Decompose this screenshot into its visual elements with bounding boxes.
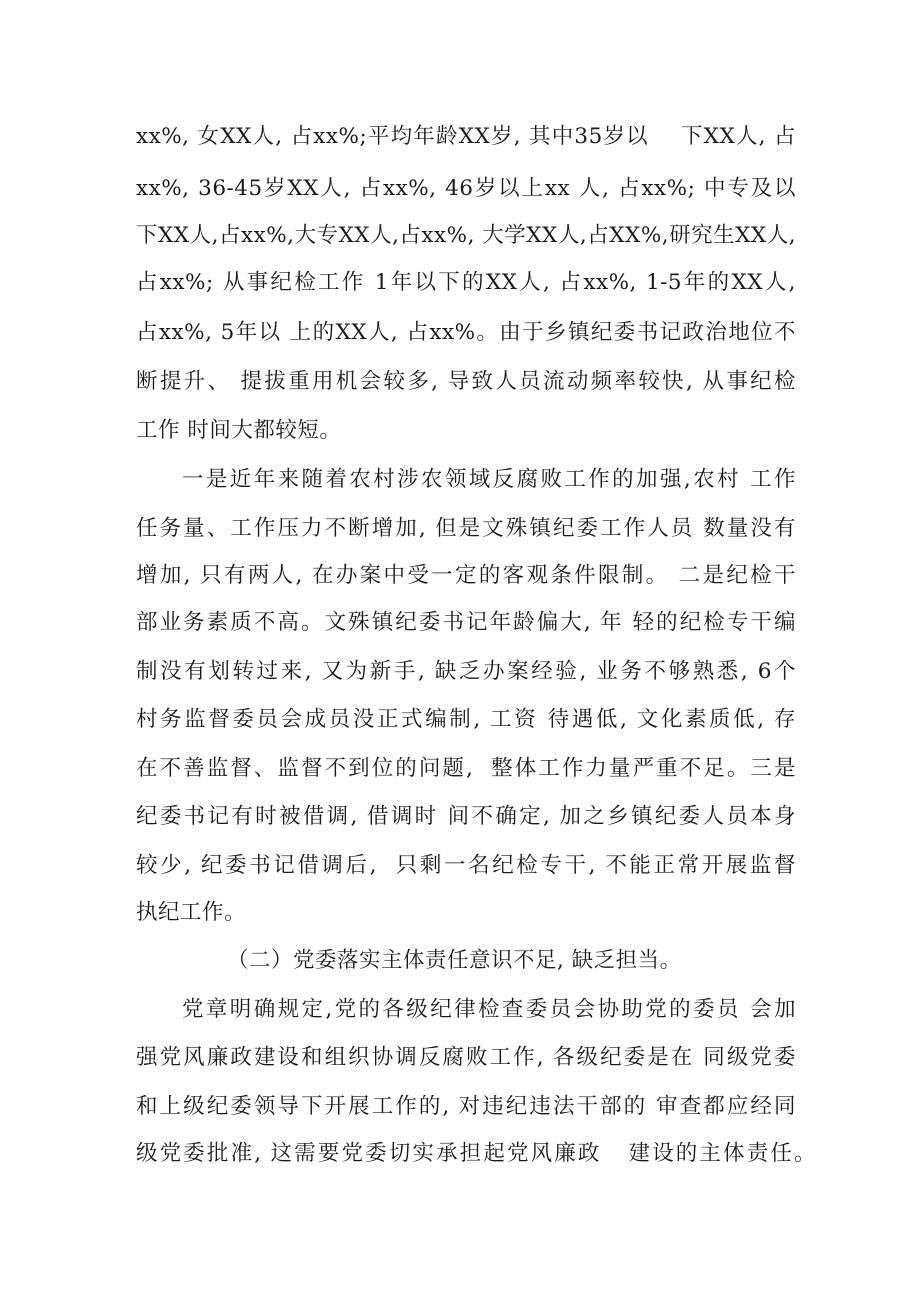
- paragraph-2-line-4: 部业务素质不高。文殊镇纪委书记年龄偏大, 年 轻的纪检专干编: [136, 610, 796, 635]
- paragraph-2-line-9: 较少, 纪委书记借调后, 只剩一名纪检专干, 不能正常开展监督: [136, 853, 796, 878]
- paragraph-1-line-4: 占xx%; 从事纪检工作 1年以下的XX人, 占xx%, 1-5年的XX人,: [136, 270, 796, 295]
- paragraph-3-line-4: 级党委批准, 这需要党委切实承担起党风廉政 建设的主体责任。: [136, 1141, 816, 1166]
- paragraph-1-line-7: 工作 时间大都较短。: [136, 418, 342, 443]
- paragraph-1-line-2: xx%, 36-45岁XX人, 占xx%, 46岁以上xx 人, 占xx%; 中专及以: [136, 176, 796, 201]
- paragraph-2-line-8: 纪委书记有时被借调, 借调时 间不确定, 加之乡镇纪委人员本身: [136, 804, 796, 829]
- paragraph-2-line-6: 村务监督委员会成员没正式编制, 工资 待遇低, 文化素质低, 存: [136, 707, 796, 732]
- section-heading: （二）党委落实主体责任意识不足, 缺乏担当。: [227, 948, 682, 973]
- paragraph-2-line-2: 任务量、工作压力不断增加, 但是文殊镇纪委工作人员 数量没有: [136, 516, 796, 541]
- paragraph-1-line-6: 断提升、 提拔重用机会较多, 导致人员流动频率较快, 从事纪检: [136, 369, 796, 394]
- paragraph-2-line-10: 执纪工作。: [136, 900, 247, 925]
- paragraph-2-line-1: 一是近年来随着农村涉农领域反腐败工作的加强,农村 工作: [182, 467, 796, 492]
- paragraph-1-line-5: 占xx%, 5年以 上的XX人, 占xx%。由于乡镇纪委书记政治地位不: [136, 320, 796, 345]
- paragraph-2-line-3: 增加, 只有两人, 在办案中受一定的客观条件限制。 二是纪检干: [136, 563, 796, 588]
- paragraph-1-line-1: xx%, 女XX人, 占xx%;平均年龄XX岁, 其中35岁以 下XX人, 占: [136, 124, 796, 149]
- paragraph-3-line-1: 党章明确规定,党的各级纪律检查委员会协助党的委员 会加: [182, 997, 796, 1022]
- paragraph-3-line-2: 强党风廉政建设和组织协调反腐败工作, 各级纪委是在 同级党委: [136, 1045, 796, 1070]
- paragraph-1-line-3: 下XX人,占xx%,大专XX人,占xx%, 大学XX人,占XX%,研究生XX人,: [136, 223, 797, 248]
- paragraph-3-line-3: 和上级纪委领导下开展工作的, 对违纪违法干部的 审查都应经同: [136, 1094, 796, 1119]
- paragraph-2-line-7: 在不善监督、监督不到位的问题, 整体工作力量严重不足。三是: [136, 756, 796, 781]
- paragraph-2-line-5: 制没有划转过来, 又为新手, 缺乏办案经验, 业务不够熟悉, 6个: [136, 659, 796, 684]
